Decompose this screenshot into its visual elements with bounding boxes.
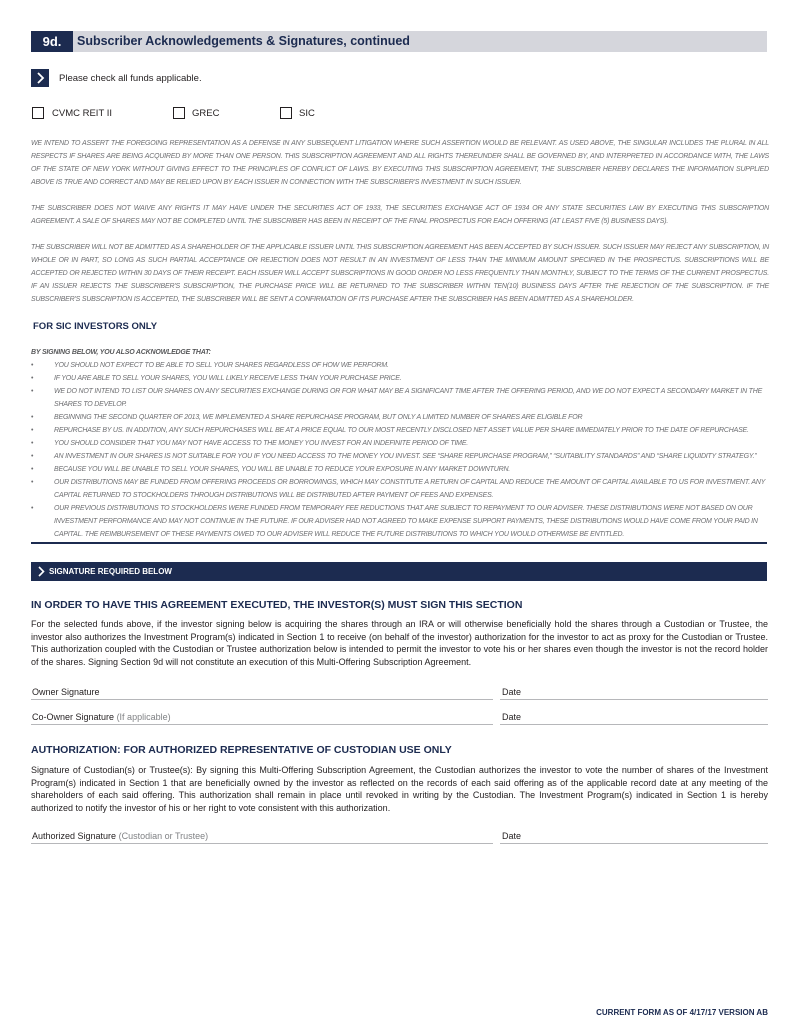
checkbox-sic[interactable] xyxy=(280,107,292,119)
divider xyxy=(31,542,767,544)
authorized-signature-label xyxy=(32,831,208,841)
authorized-date-label: Date xyxy=(502,831,522,841)
authorized-signature-field[interactable] xyxy=(31,843,493,844)
chevron-right-icon xyxy=(35,565,47,578)
owner-date-field[interactable] xyxy=(500,699,768,700)
coowner-signature-text: Co-Owner Signature xyxy=(32,712,115,722)
signature-banner-text: SIGNATURE REQUIRED BELOW xyxy=(49,567,172,576)
section-number: 9d. xyxy=(31,31,73,52)
sic-heading: FOR SIC INVESTORS ONLY xyxy=(33,321,158,332)
investor-paragraph: For the selected funds above, if the investor signing below is acquiring the shares through an IRA or will otherwise beneficially hold the shares through a Custodian or Trustee, the investor also authorizes the Investment Program(s) indicated in Section 1 to receive (on behalf of the investor) authorization for the investor to act as proxy for the Custodian or Trustee. This authorization coupled with the Custodian or Trustee authorization below is intended to permit the investor to vote his or her shares even though the investor is not the record holder of the shares. Signing Section 9d will not constitute an execution of this Multi-Offering Subscription Agreement. xyxy=(31,619,768,667)
section-title: Subscriber Acknowledgements & Signatures, continued xyxy=(77,34,410,48)
sic-bullet-list xyxy=(31,359,769,541)
legal-paragraph-1: WE INTEND TO ASSERT THE FOREGOING REPRESENTATION AS A DEFENSE IN ANY SUBSEQUENT LITIGATION WHERE SUCH ASSERTION WOULD BE RELEVANT. AS USED ABOVE, THE SINGULAR INCLUDES THE PLURAL IN ALL RESPECTS IF SHARES ARE BEING ACQUIRED BY MORE THAN ONE PERSON. THIS SUBSCRIPTION AGREEMENT AND ALL RIGHTS THEREUNDER SHALL BE GOVERNED BY, AND INTERPRETED IN ACCORDANCE WITH, THE LAWS OF THE STATE OF NEW YORK WITHOUT GIVING EFFECT TO THE PRINCIPLES OF CONFLICT OF LAWS. BY EXECUTING THIS SUBSCRIPTION AGREEMENT, THE SUBSCRIBER HEREBY DECLARES THE INFORMATION SUPPLIED ABOVE IS TRUE AND CORRECT AND MAY BE RELIED UPON BY EACH ISSUER IN CONNECTION WITH THE SUBSCRIBER'S INVESTMENT IN SUCH ISSUER. xyxy=(31,140,769,186)
fund-label-cvmc-reit-ii: CVMC REIT II xyxy=(52,108,112,119)
list-item: • OUR DISTRIBUTIONS MAY BE FUNDED FROM OFFERING PROCEEDS OR BORROWINGS, WHICH MAY CONSTITUTE A RETURN OF CAPITAL AND REDUCE THE AMOUNT OF CAPITAL AVAILABLE TO US FOR INVESTMENT. ANY CAPITAL RETURNED TO STOCKHOLDERS THROUGH DISTRIBUTIONS WILL BE DISTRIBUTED AFTER PAYMENT OF FEES AND EXPENSES. xyxy=(31,476,769,502)
custodian-heading: AUTHORIZATION: FOR AUTHORIZED REPRESENTATIVE OF CUSTODIAN USE ONLY xyxy=(31,744,452,756)
fund-label-sic: SIC xyxy=(299,108,315,119)
fund-label-grec: GREC xyxy=(192,108,220,119)
list-item: • BECAUSE YOU WILL BE UNABLE TO SELL YOUR SHARES, YOU WILL BE UNABLE TO REDUCE YOUR EXPOSURE IN ANY MARKET DOWNTURN. xyxy=(31,463,769,476)
list-item: • YOU SHOULD CONSIDER THAT YOU MAY NOT HAVE ACCESS TO THE MONEY YOU INVEST FOR AN INDEFINITE PERIOD OF TIME. xyxy=(31,437,769,450)
list-item: • AN INVESTMENT IN OUR SHARES IS NOT SUITABLE FOR YOU IF YOU NEED ACCESS TO THE MONEY YOU INVEST. SEE “SHARE REPURCHASE PROGRAM,” “SUITABILITY STANDARDS” AND “SHARE LIQUIDITY STRATEGY.” xyxy=(31,450,769,463)
owner-signature-label: Owner Signature xyxy=(32,687,100,697)
signature-banner xyxy=(31,562,767,581)
list-item: • IF YOU ARE ABLE TO SELL YOUR SHARES, YOU WILL LIKELY RECEIVE LESS THAN YOUR PURCHASE PRICE. xyxy=(31,372,769,385)
authorized-date-field[interactable] xyxy=(500,843,768,844)
coowner-signature-field[interactable] xyxy=(31,724,493,725)
authorized-signature-text: Authorized Signature xyxy=(32,831,117,841)
authorized-note: (Custodian or Trustee) xyxy=(118,831,209,841)
form-version-footer: CURRENT FORM AS OF 4/17/17 VERSION AB xyxy=(596,1008,768,1017)
investor-heading: IN ORDER TO HAVE THIS AGREEMENT EXECUTED, THE INVESTOR(S) MUST SIGN THIS SECTION xyxy=(31,599,523,611)
list-item: • BEGINNING THE SECOND QUARTER OF 2013, WE IMPLEMENTED A SHARE REPURCHASE PROGRAM, BUT ONLY A LIMITED NUMBER OF SHARES ARE ELIGIBLE FOR xyxy=(31,411,769,424)
section-header xyxy=(31,31,767,52)
coowner-date-field[interactable] xyxy=(500,724,768,725)
owner-signature-field[interactable] xyxy=(31,699,493,700)
list-item: • OUR PREVIOUS DISTRIBUTIONS TO STOCKHOLDERS WERE FUNDED FROM TEMPORARY FEE REDUCTIONS THAT ARE SUBJECT TO REPAYMENT TO OUR ADVISER. THESE DISTRIBUTIONS WERE NOT BASED ON OUR INVESTMENT PERFORMANCE AND MAY NOT CONTINUE IN THE FUTURE. IF OUR ADVISER HAD NOT AGREED TO MAKE EXPENSE SUPPORT PAYMENTS, THESE DISTRIBUTIONS WOULD HAVE COME FROM YOUR PAID IN CAPITAL. THE REIMBURSEMENT OF THESE PAYMENTS OWED TO OUR ADVISER WILL REDUCE THE FUTURE DISTRIBUTIONS TO WHICH YOU WOULD OTHERWISE BE ENTITLED. xyxy=(31,502,769,541)
list-item: • REPURCHASE BY US. IN ADDITION, ANY SUCH REPURCHASES WILL BE AT A PRICE EQUAL TO OUR MOST RECENTLY DISCLOSED NET ASSET VALUE PER SHARE IMMEDIATELY PRIOR TO THE DATE OF REPURCHASE. xyxy=(31,424,769,437)
list-item: • WE DO NOT INTEND TO LIST OUR SHARES ON ANY SECURITIES EXCHANGE DURING OR FOR WHAT MAY BE A SIGNIFICANT TIME AFTER THE OFFERING PERIOD, AND WE DO NOT EXPECT A SECONDARY MARKET IN THE SHARES TO DEVELOP. xyxy=(31,385,769,411)
chevron-right-icon xyxy=(31,69,49,87)
coowner-note: (If applicable) xyxy=(116,712,171,722)
checkbox-grec[interactable] xyxy=(173,107,185,119)
sic-intro: BY SIGNING BELOW, YOU ALSO ACKNOWLEDGE THAT: xyxy=(31,349,211,356)
checkbox-cvmc-reit-ii[interactable] xyxy=(32,107,44,119)
coowner-signature-label xyxy=(32,712,171,722)
custodian-paragraph: Signature of Custodian(s) or Trustee(s): By signing this Multi-Offering Subscription Agreement, the Custodian authorizes the investor to vote the number of shares of the Investment Program(s) indicated in Section 1 that are beneficially owned by the investor as reflected on the records of each said offering as of the applicable record date at any meeting of the shareholders of each said offering. This authorization shall remain in place until revoked in writing by the Custodian. The Investment Program(s) indicated in Section 1 is hereby authorized to notify the investor of his or her right to vote consistent with this authorization. xyxy=(31,765,768,813)
legal-paragraph-2: THE SUBSCRIBER DOES NOT WAIVE ANY RIGHTS IT MAY HAVE UNDER THE SECURITIES ACT OF 1933, THE SECURITIES EXCHANGE ACT OF 1934 OR ANY STATE SECURITIES LAW BY EXECUTING THIS SUBSCRIPTION AGREEMENT. A SALE OF SHARES MAY NOT BE COMPLETED UNTIL THE SUBSCRIBER HAS BEEN IN RECEIPT OF THE FINAL PROSPECTUS FOR EACH OFFERING (AT LEAST FIVE (5) BUSINESS DAYS). xyxy=(31,205,769,225)
instruction-text: Please check all funds applicable. xyxy=(59,73,202,84)
owner-date-label: Date xyxy=(502,687,522,697)
legal-paragraph-3: THE SUBSCRIBER WILL NOT BE ADMITTED AS A SHAREHOLDER OF THE APPLICABLE ISSUER UNTIL THIS SUBSCRIPTION AGREEMENT HAS BEEN ACCEPTED BY SUCH ISSUER. SUCH ISSUER MAY REJECT ANY SUBSCRIPTION, IN WHOLE OR IN PART, SO LONG AS SUCH PARTIAL ACCEPTANCE OR REJECTION DOES NOT RESULT IN AN INVESTMENT OF LESS THAN THE MINIMUM AMOUNT SPECIFIED IN THE PROSPECTUS. SUBSCRIPTIONS WILL BE ACCEPTED OR REJECTED WITHIN 30 DAYS OF THEIR RECEIPT. EACH ISSUER WILL ACCEPT SUBSCRIPTIONS IN GOOD ORDER NO LESS FREQUENTLY THAN MONTHLY, SUBJECT TO THE TERMS OF THE CURRENT PROSPECTUS. IF AN ISSUER REJECTS THE SUBSCRIBER'S SUBSCRIPTION, THE PURCHASE PRICE WILL BE RETURNED TO THE SUBSCRIBER WITHIN TEN(10) BUSINESS DAYS AFTER THE REJECTION OF THE SUBSCRIPTION. IF THE SUBSCRIBER'S SUBSCRIPTION IS ACCEPTED, THE SUBSCRIBER WILL BE SENT A CONFIRMATION OF ITS PURCHASE AFTER THE SUBSCRIBER HAS BEEN ADMITTED AS A SHAREHOLDER. xyxy=(31,244,769,303)
coowner-date-label: Date xyxy=(502,712,522,722)
list-item: • YOU SHOULD NOT EXPECT TO BE ABLE TO SELL YOUR SHARES REGARDLESS OF HOW WE PERFORM. xyxy=(31,359,769,372)
